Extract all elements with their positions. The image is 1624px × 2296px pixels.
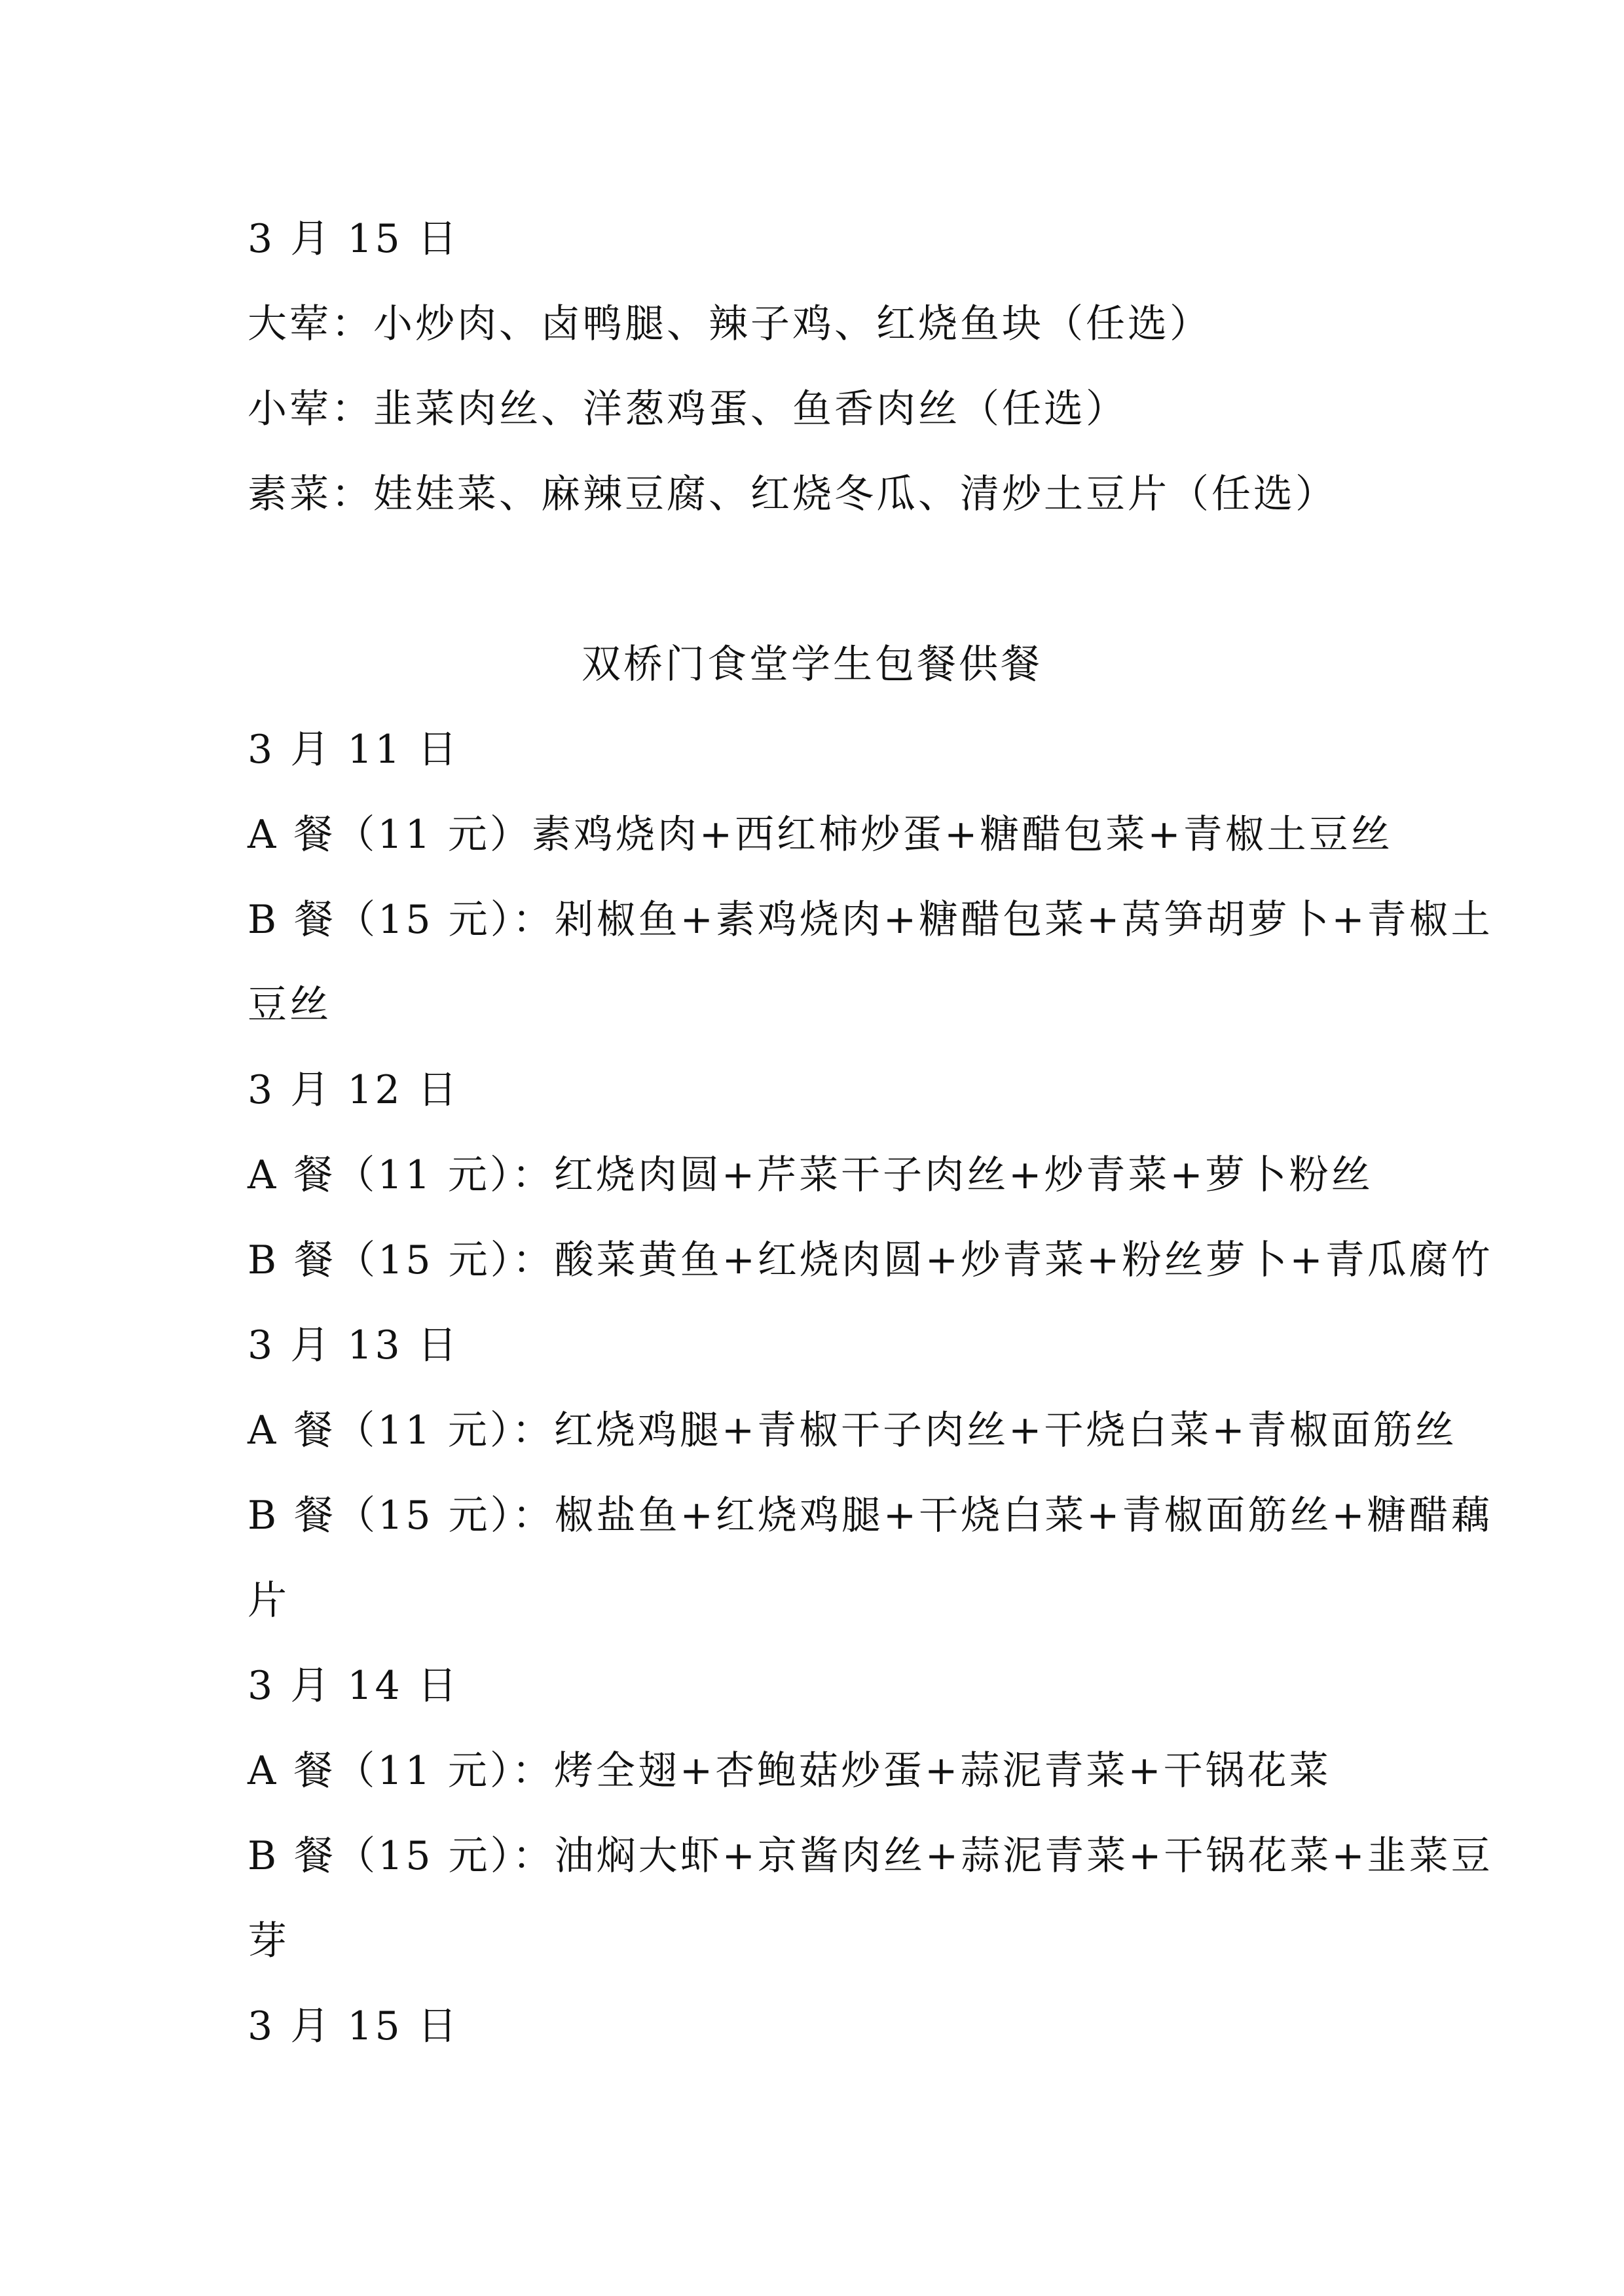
a-meal-line: A 餐（11 元）：红烧鸡腿+青椒干子肉丝+干烧白菜+青椒面筋丝 (248, 1408, 1457, 1453)
date-line: 3 月 13 日 (248, 1322, 460, 1368)
b-meal-line: B 餐（15 元）：剁椒鱼+素鸡烧肉+糖醋包菜+莴笋胡萝卜+青椒土 (248, 897, 1493, 943)
date-line: 3 月 14 日 (248, 1663, 460, 1709)
date-line: 3 月 11 日 (248, 727, 460, 773)
b-meal-line: B 餐（15 元）：油焖大虾+京酱肉丝+蒜泥青菜+干锅花菜+韭菜豆 (248, 1833, 1493, 1879)
b-meal-line-continued: 片 (248, 1578, 289, 1624)
menu-line-large-meat: 大荤：小炒肉、卤鸭腿、辣子鸡、红烧鱼块（任选） (248, 301, 1211, 347)
b-meal-line-continued: 豆丝 (248, 982, 331, 1028)
section-title: 双桥门食堂学生包餐供餐 (581, 642, 1043, 687)
menu-line-small-meat: 小荤：韭菜肉丝、洋葱鸡蛋、鱼香肉丝（任选） (248, 386, 1128, 432)
date-line: 3 月 12 日 (248, 1067, 460, 1113)
b-meal-line: B 餐（15 元）：酸菜黄鱼+红烧肉圆+炒青菜+粉丝萝卜+青瓜腐竹 (248, 1237, 1493, 1283)
a-meal-line: A 餐（11 元）：烤全翅+杏鲍菇炒蛋+蒜泥青菜+干锅花菜 (248, 1748, 1331, 1794)
date-line: 3 月 15 日 (248, 216, 460, 262)
b-meal-line-continued: 芽 (248, 1918, 289, 1964)
date-line: 3 月 15 日 (248, 2003, 460, 2049)
menu-line-vegetable: 素菜：娃娃菜、麻辣豆腐、红烧冬瓜、清炒土豆片（任选） (248, 471, 1337, 517)
b-meal-line: B 餐（15 元）：椒盐鱼+红烧鸡腿+干烧白菜+青椒面筋丝+糖醋藕 (248, 1493, 1493, 1539)
a-meal-line: A 餐（11 元）：红烧肉圆+芹菜干子肉丝+炒青菜+萝卜粉丝 (248, 1152, 1373, 1198)
a-meal-line: A 餐（11 元）素鸡烧肉+西红柿炒蛋+糖醋包菜+青椒土豆丝 (248, 812, 1393, 858)
